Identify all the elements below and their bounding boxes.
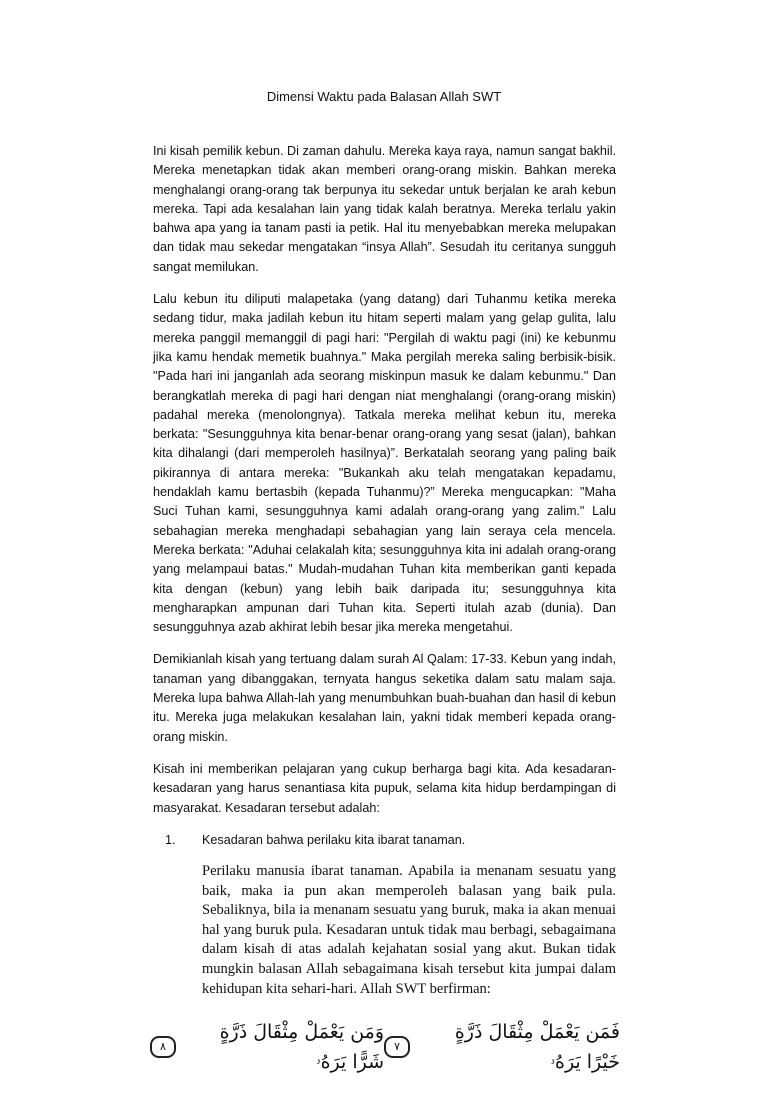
verse-number-marker: ٨	[150, 1036, 176, 1058]
numbered-list	[153, 831, 616, 999]
list-item	[153, 831, 616, 850]
verse-text: فَمَن يَعْمَلْ مِثْقَالَ ذَرَّةٍ خَيْرًا يَرَهُۥ	[454, 1021, 620, 1074]
document-title: Dimensi Waktu pada Balasan Allah SWT	[266, 89, 502, 104]
paragraph: Ini kisah pemilik kebun. Di zaman dahulu. Mereka kaya raya, namun sangat bakhil. Mereka menetapkan tidak akan memberi orang-orang miskin. Bahkan mereka menghalangi orang-orang tak berpunya itu sekedar untuk berjalan ke arah kebun mereka. Tapi ada kesalahan lain yang tidak kalah beratnya. Mereka terlalu yakin bahwa apa yang ia tanam pasti ia petik. Hal itu menyebabkan mereka melupakan dan tidak mau sekedar mengatakan “insya Allah”. Sesudah itu ceritanya sungguh sangat memilukan.	[153, 144, 616, 274]
paragraph: Kisah ini memberikan pelajaran yang cukup berharga bagi kita. Ada kesadaran-kesadaran yang harus senantiasa kita pupuk, selama kita hidup berdampingan di masyarakat. Kesadaran tersebut adalah:	[153, 761, 616, 815]
verse-text: وَمَن يَعْمَلْ مِثْقَالَ ذَرَّةٍ شَرًّا يَرَهُۥ	[219, 1021, 385, 1074]
document-body	[153, 142, 616, 999]
paragraph: Lalu kebun itu diliputi malapetaka (yang datang) dari Tuhanmu ketika mereka sedang tidur, maka jadilah kebun itu hitam seperti malam yang gelap gulita, lalu mereka panggil memanggil di pagi hari: "Pergilah di waktu pagi (ini) ke kebunmu jika kamu hendak memetik buahnya." Maka pergilah mereka saling berbisik-bisik. "Pada hari ini janganlah ada seorang miskinpun masuk ke dalam kebunmu." Dan berangkatlah mereka di pagi hari dengan niat menghalangi (orang-orang miskin) padahal mereka (menolongnya). Tatkala mereka melihat kebun itu, mereka berkata: "Sesungguhnya kita benar-benar orang-orang yang sesat (jalan), bahkan kita dihalangi (dari memperoleh hasilnya)”. Berkatalah seorang yang paling baik pikirannya di antara mereka: "Bukankah aku telah mengatakan kepadamu, hendaklah kamu bertasbih (kepada Tuhanmu)?” Mereka mengucapkan: "Maha Suci Tuhan kami, sesungguhnya kami adalah orang-orang yang zalim." Lalu sebahagian mereka menghadapi sebahagian yang lain seraya cela mencela. Mereka berkata: "Aduhai celakalah kita; sesungguhnya kita ini adalah orang-orang yang melampaui batas." Mudah-mudahan Tuhan kita memberikan ganti kepada kita dengan (kebun) yang lebih baik daripada itu; sesungguhnya kita mengharapkan ampunan dari Tuhan kita. Seperti itulah azab (dunia). Dan sesungguhnya azab akhirat lebih besar jika mereka mengetahui.	[153, 292, 616, 635]
list-number: 1.	[165, 832, 176, 847]
list-item-body: Perilaku manusia ibarat tanaman. Apabila ia menanam sesuatu yang baik, maka ia pun akan memperoleh balasan yang baik pula. Sebaliknya, bila ia menanam sesuatu yang buruk, maka ia akan menuai hal yang buruk pula. Kesadaran untuk tidak mau berbagi, sebagaimana dalam kisah di atas adalah kejahatan sosial yang akut. Bukan tidak mungkin balasan Allah sebagaimana kisah tersebut kita jumpai dalam kehidupan kita sehari-hari. Allah SWT berfirman:	[202, 863, 616, 997]
verse-number-marker: ٧	[384, 1036, 410, 1058]
paragraph: Demikianlah kisah yang tertuang dalam surah Al Qalam: 17-33. Kebun yang indah, tanaman yang dibanggakan, ternyata hangus seketika dalam satu malam saja. Mereka lupa bahwa Allah-lah yang menumbuhkan buah-buahan dan hasil di kebun itu. Mereka juga melakukan kesalahan lain, yakni tidak memberi kepada orang-orang miskin.	[153, 652, 616, 744]
verse	[384, 1017, 620, 1077]
verse	[150, 1017, 384, 1077]
quran-verses	[150, 1017, 620, 1077]
list-heading: Kesadaran bahwa perilaku kita ibarat tanaman.	[202, 832, 466, 847]
